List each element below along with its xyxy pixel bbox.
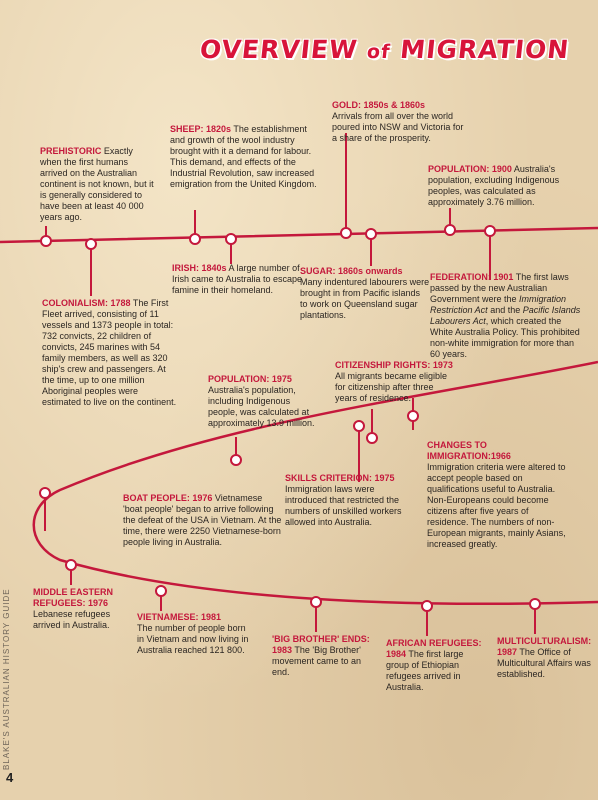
event-population1900: POPULATION: 1900 Australia's population, excluding Indigenous peoples, was calculated as approximately 3.76 million. [428, 164, 560, 207]
marker-multi [530, 599, 540, 609]
marker-sugar [366, 229, 376, 239]
event-african: AFRICAN REFUGEES: 1984 The first large group of Ethiopian refugees arrived in Australia. [386, 638, 482, 692]
marker-sheep [190, 234, 200, 244]
event-federation: FEDERATION: 1901 The first laws passed by the new Australian Government were the Immigration Restriction Act and the Pacific Islands Labourers Act, which created the White Australia Policy. This prohibited non-white immigration for more than 60 years. [430, 272, 581, 359]
marker-citizenship [367, 433, 377, 443]
event-citizenship: CITIZENSHIP RIGHTS: 1973 All migrants became eligible for citizenship after three years of residence. [335, 360, 453, 403]
event-sheep: SHEEP: 1820s The establishment and growth of the wool industry brought with it a demand for labour. This demand, and effects of the Industrial Revolution, saw increased emigration from the United Kingdom. [170, 124, 317, 189]
event-irish: IRISH: 1840s A large number of Irish came to Australia to escape famine in their homeland. [172, 263, 303, 295]
page-number: 4 [6, 770, 14, 785]
event-sugar: SUGAR: 1860s onwards Many indentured labourers were brought in from Pacific islands to work on Queensland sugar plantations. [300, 266, 430, 320]
event-vietnamese: VIETNAMESE: 1981 The number of people born in Vietnam and now living in Australia reached 121 800. [137, 612, 249, 655]
marker-skills [354, 421, 364, 431]
event-boat: BOAT PEOPLE: 1976 Vietnamese 'boat people' began to arrive following the defeat of the USA in Vietnam. At the time, there were 2250 Vietnamese-born people living in Australia. [123, 493, 282, 547]
event-changes: CHANGES TO IMMIGRATION:1966 Immigration criteria were altered to accept people based on qualifications useful to Australia. Non-Europeans could become citizens after five years of residence. The numbers of non-European migrants, mainly Asians, increased greatly. [427, 440, 566, 549]
marker-prehistoric [41, 236, 51, 246]
marker-colonialism [86, 239, 96, 249]
marker-african [422, 601, 432, 611]
marker-vietnamese [156, 586, 166, 596]
page-title: OVERVIEW of MIGRATION [198, 35, 571, 64]
marker-gold [341, 228, 351, 238]
marker-population1975 [231, 455, 241, 465]
marker-irish [226, 234, 236, 244]
event-skills: SKILLS CRITERION: 1975 Immigration laws were introduced that restricted the numbers of unskilled workers allowed into Australia. [285, 473, 402, 527]
event-colonialism: COLONIALISM: 1788 The First Fleet arrived, consisting of 11 vessels and 1373 people in total: 732 convicts, 22 children of convicts, 245 marines with 54 family members, as well as 320 ship's crew and passengers. At the time, up to one million Aboriginal peoples were estimated to live on the continent. [42, 298, 177, 407]
marker-boat [40, 488, 50, 498]
event-gold: GOLD: 1850s & 1860s Arrivals from all over the world poured into NSW and Victoria for a share of the prosperity. [332, 100, 464, 143]
event-prehistoric: PREHISTORIC Exactly when the first humans arrived on the Australian continent is not known, but it is generally considered to have been at least 40 000 years ago. [40, 146, 154, 222]
marker-population1900 [445, 225, 455, 235]
marker-bigbrother [311, 597, 321, 607]
event-population1975: POPULATION: 1975 Australia's population, including Indigenous people, was calculated at approximately 13.9 million. [208, 374, 315, 428]
event-multi: MULTICULTURALISM: 1987 The Office of Multicultural Affairs was established. [497, 636, 592, 679]
marker-middle [66, 560, 76, 570]
event-middle: MIDDLE EASTERN REFUGEES: 1976 Lebanese refugees arrived in Australia. [33, 587, 114, 630]
side-label: BLAKE'S AUSTRALIAN HISTORY GUIDE [2, 588, 11, 770]
event-bigbrother: 'BIG BROTHER' ENDS: 1983 The 'Big Brother' movement came to an end. [272, 634, 370, 677]
marker-federation [485, 226, 495, 236]
marker-changes [408, 411, 418, 421]
